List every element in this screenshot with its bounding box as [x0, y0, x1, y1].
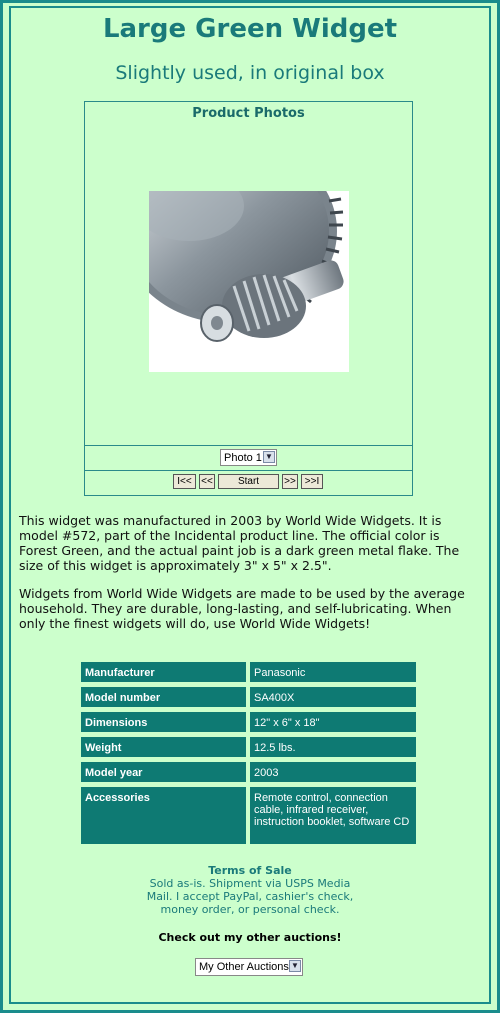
description-paragraph-2: Widgets from World Wide Widgets are made to be used by the average household. They are durable, long-lasting, and self-lubricating. When only the finest widgets will do, use World Wide Widgets! [19, 586, 465, 631]
spec-label: Model number [81, 687, 246, 707]
spec-label: Manufacturer [81, 662, 246, 682]
other-auctions-link[interactable]: Check out my other auctions! [158, 931, 342, 944]
description-paragraph-1: This widget was manufactured in 2003 by World Wide Widgets. It is model #572, part of the Incidental product line. The official color is Forest Green, and the actual paint job is a dark green metal flake. The size of this widget is approximately 3" x 5" x 2.5". [19, 513, 460, 573]
terms-title: Terms of Sale [208, 864, 292, 877]
photo-select-value: Photo 1 [224, 452, 262, 464]
gear-photo-icon [149, 191, 349, 372]
spec-label: Accessories [81, 787, 246, 844]
spec-label: Weight [81, 737, 246, 757]
page-subtitle: Slightly used, in original box [115, 62, 385, 84]
spec-value: SA400X [250, 687, 416, 707]
last-photo-button[interactable]: >>I [301, 474, 323, 489]
spec-value: 12.5 lbs. [250, 737, 416, 757]
spec-label: Dimensions [81, 712, 246, 732]
table-row [81, 762, 416, 782]
page-title: Large Green Widget [102, 14, 398, 44]
other-auctions-select-value: My Other Auctions [199, 961, 289, 973]
product-photos-title: Product Photos [192, 106, 305, 121]
table-row [81, 662, 416, 682]
spec-value: 2003 [250, 762, 416, 782]
spec-value: 12" x 6" x 18" [250, 712, 416, 732]
spec-value: Remote control, connection cable, infrared receiver, instruction booklet, software CD [250, 787, 416, 844]
first-photo-button[interactable]: I<< [173, 474, 196, 489]
product-photos-panel [84, 101, 413, 496]
spec-value: Panasonic [250, 662, 416, 682]
spec-label: Model year [81, 762, 246, 782]
photo-select[interactable] [220, 449, 277, 466]
table-row [81, 712, 416, 732]
chevron-down-icon: ▼ [263, 451, 275, 463]
table-row [81, 687, 416, 707]
table-row [81, 787, 416, 844]
other-auctions-select[interactable] [195, 958, 303, 976]
nav-divider [85, 470, 412, 471]
product-photo [149, 191, 349, 372]
start-slideshow-button[interactable]: Start [218, 474, 279, 489]
photo-divider [85, 445, 412, 446]
table-row [81, 737, 416, 757]
chevron-down-icon: ▼ [289, 960, 301, 972]
terms-text: Sold as-is. Shipment via USPS Media Mail. I accept PayPal, cashier's check, money order, or personal check. [146, 877, 354, 916]
prev-photo-button[interactable]: << [199, 474, 215, 489]
next-photo-button[interactable]: >> [282, 474, 298, 489]
